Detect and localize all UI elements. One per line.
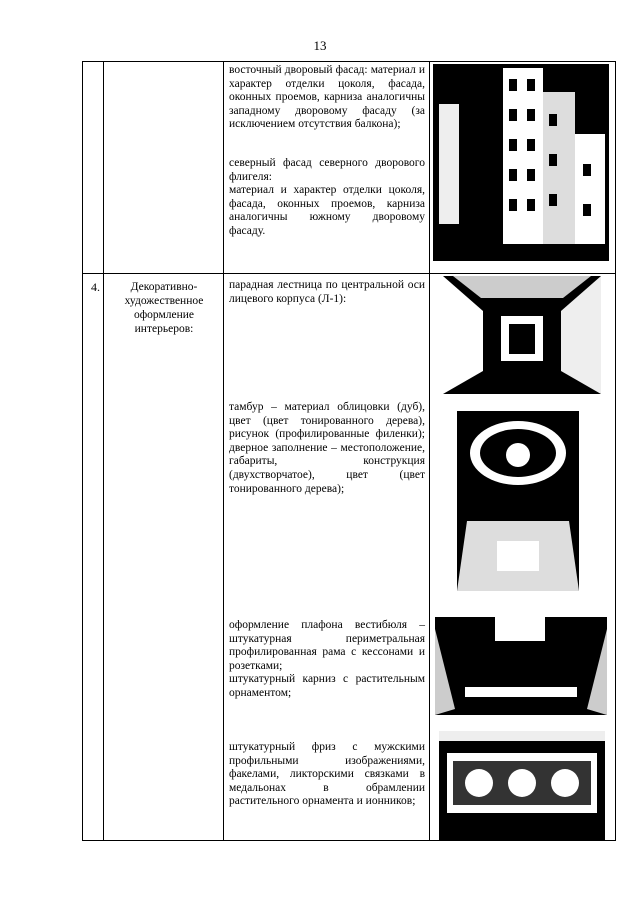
column-divider (103, 62, 104, 840)
vestibule-tambour-text: тамбур – материал облицовки (дуб), цвет (цвет тонированного дерева), рисунок (профилированные филенки); дверное заполнение – местоположение, габариты, конструкция (двухстворчатое), цвет (цвет тонированного дерева); (229, 401, 425, 495)
vestibule-ceiling-text: оформление плафона вестибюля – штукатурная периметральная профилированная рама с кессонами и розетками; штукатурный карниз с растительным орнаментом; (229, 619, 425, 699)
main-staircase-text: парадная лестница по центральной оси лицевого корпуса (Л-1): (229, 279, 425, 305)
page-number: 13 (313, 38, 327, 53)
courtyard-facade-photo (433, 64, 609, 261)
staircase-photo (443, 276, 601, 394)
frieze-photo (439, 731, 605, 841)
stucco-frieze-text: штукатурный фриз с мужскими профильными изображениями, факелами, ликторскими связками в медальонах в обрамлении растительного орнамента и ионников; (229, 741, 425, 808)
row-divider (83, 273, 615, 274)
heritage-table (82, 61, 616, 841)
column-divider (429, 62, 430, 840)
row-category: Декоративно-художественное оформление интерьеров: (124, 281, 204, 335)
vestibule-ceiling-photo (435, 599, 607, 715)
north-wing-facade-text: северный фасад северного дворового флигеля: материал и характер отделки цоколя, фасада, оконных проемов, карниза аналогичны южному дворовому фасаду. (229, 157, 425, 237)
row-number: 4. (91, 280, 100, 294)
column-divider (223, 62, 224, 840)
east-courtyard-facade-text: восточный дворовый фасад: материал и характер отделки цоколя, фасада, оконных проемов, карниза аналогичны западному дворовому фасаду (за исключением отсутствия балкона); (229, 64, 425, 131)
tambour-photo (457, 411, 579, 591)
